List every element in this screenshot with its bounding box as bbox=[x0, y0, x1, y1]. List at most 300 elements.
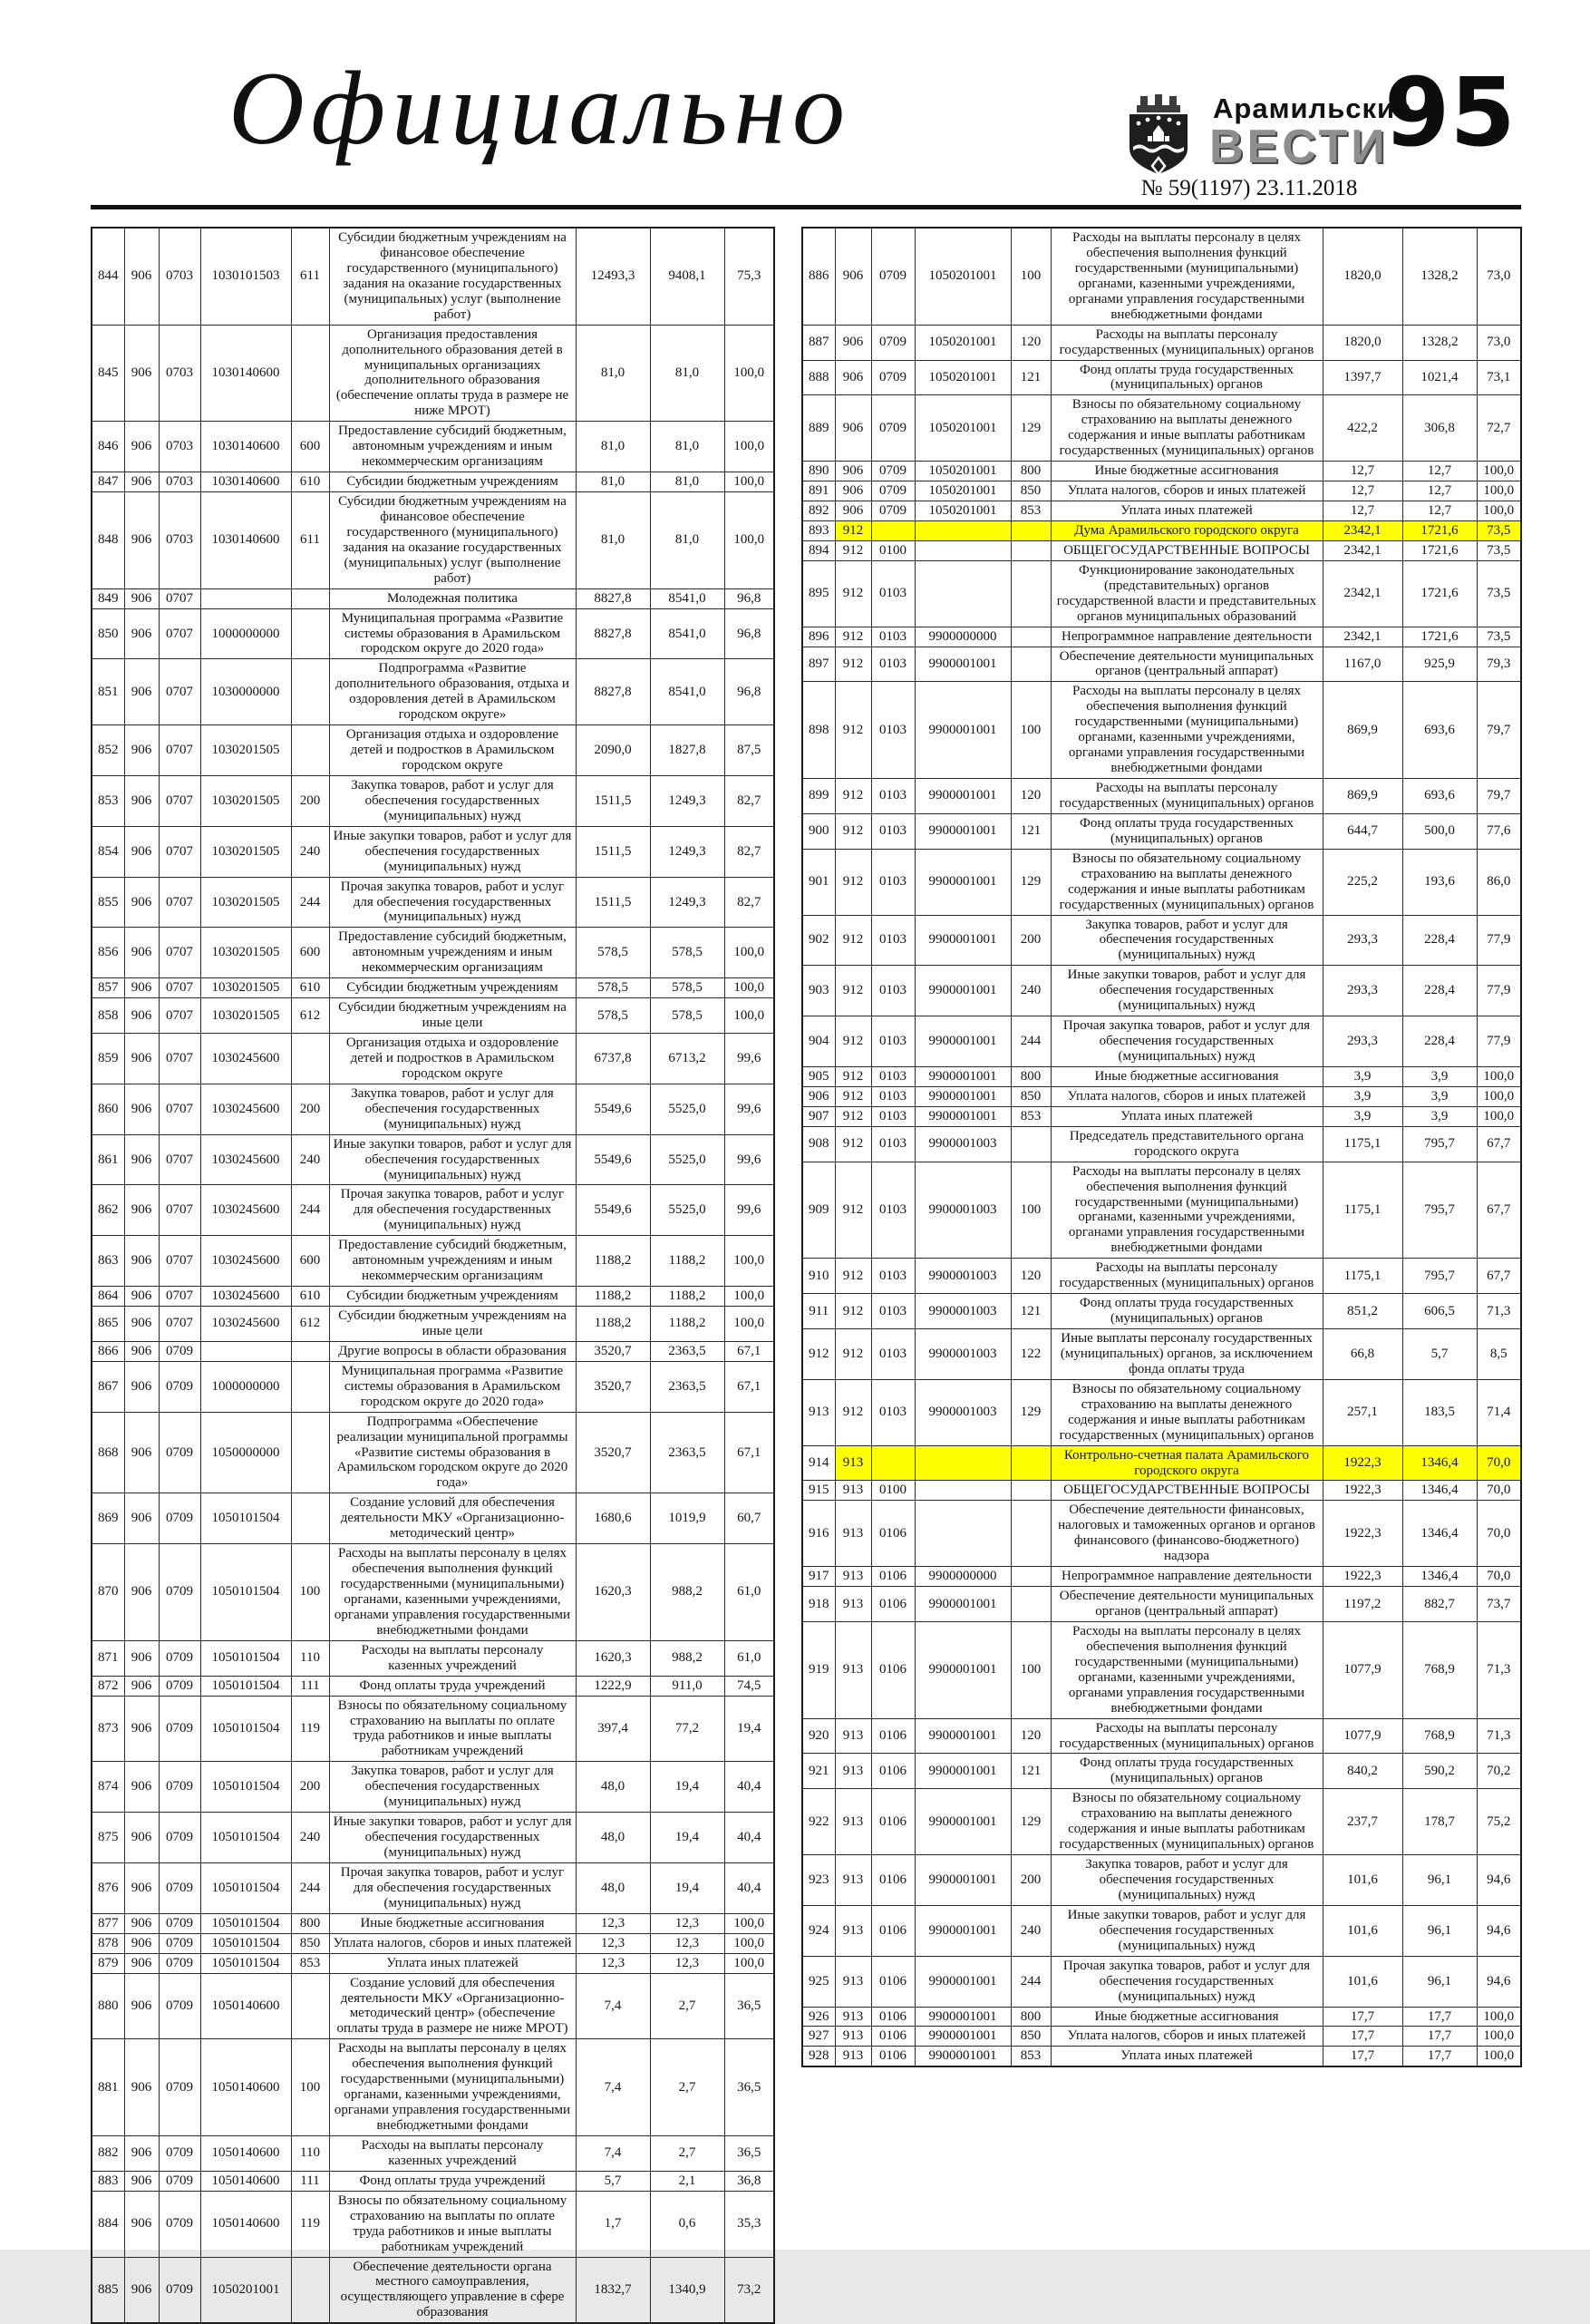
cell-plan-value: 5549,6 bbox=[576, 1134, 650, 1185]
cell-percent-value: 77,6 bbox=[1477, 813, 1521, 849]
cell-section-code: 0707 bbox=[159, 1287, 200, 1307]
cell-plan-value: 293,3 bbox=[1323, 915, 1402, 966]
cell-plan-value: 2342,1 bbox=[1323, 520, 1402, 540]
cell-percent-value: 82,7 bbox=[724, 775, 774, 826]
cell-percent-value: 67,7 bbox=[1477, 1162, 1521, 1259]
cell-percent-value: 36,5 bbox=[724, 1973, 774, 2039]
cell-target-article: 9900001001 bbox=[915, 682, 1011, 779]
cell-grbs-code: 906 bbox=[124, 1862, 159, 1913]
cell-expense-type: 121 bbox=[1011, 813, 1051, 849]
cell-plan-value: 1175,1 bbox=[1323, 1259, 1402, 1294]
cell-section-code: 0103 bbox=[871, 849, 915, 915]
cell-section-code: 0709 bbox=[871, 462, 915, 481]
cell-expense-name: Обеспечение деятельности муниципальных органов (центральный аппарат) bbox=[1051, 647, 1323, 682]
cell-row-number: 911 bbox=[802, 1294, 835, 1329]
cell-plan-value: 293,3 bbox=[1323, 966, 1402, 1016]
cell-actual-value: 795,7 bbox=[1402, 1126, 1477, 1162]
cell-section-code: 0709 bbox=[159, 1493, 200, 1544]
cell-grbs-code: 906 bbox=[124, 608, 159, 659]
cell-section-code: 0709 bbox=[159, 1544, 200, 1641]
cell-expense-name: Организация отдыха и оздоровление детей и подростков в Арамильском городском округе bbox=[329, 1034, 576, 1084]
cell-section-code: 0709 bbox=[159, 1953, 200, 1973]
cell-section-code: 0709 bbox=[159, 1341, 200, 1361]
cell-section-code: 0100 bbox=[871, 540, 915, 560]
table-row bbox=[802, 501, 1521, 521]
cell-percent-value: 77,9 bbox=[1477, 1016, 1521, 1067]
cell-row-number: 925 bbox=[802, 1956, 835, 2007]
cell-percent-value: 100,0 bbox=[1477, 2007, 1521, 2027]
cell-percent-value: 36,5 bbox=[724, 2135, 774, 2171]
cell-expense-type: 800 bbox=[291, 1913, 329, 1933]
cell-section-code: 0709 bbox=[159, 1762, 200, 1813]
table-row bbox=[92, 1544, 774, 1641]
cell-target-article: 9900001001 bbox=[915, 1587, 1011, 1622]
cell-expense-type: 853 bbox=[1011, 2047, 1051, 2066]
cell-section-code: 0106 bbox=[871, 2007, 915, 2027]
cell-grbs-code: 906 bbox=[124, 1696, 159, 1762]
cell-expense-name: Расходы на выплаты персоналу в целях обеспечения выполнения функций государственными (муниципальными) органами, казенными учреждениями, органами управления государственными внебюджетными фондами bbox=[1051, 1162, 1323, 1259]
table-row bbox=[92, 1287, 774, 1307]
table-row bbox=[802, 2047, 1521, 2066]
cell-expense-name: Субсидии бюджетным учреждениям на иные цели bbox=[329, 1307, 576, 1342]
cell-percent-value: 99,6 bbox=[724, 1034, 774, 1084]
cell-actual-value: 578,5 bbox=[650, 998, 724, 1034]
cell-actual-value: 2363,5 bbox=[650, 1341, 724, 1361]
cell-grbs-code: 906 bbox=[124, 775, 159, 826]
cell-section-code: 0707 bbox=[159, 826, 200, 877]
cell-expense-type: 800 bbox=[1011, 2007, 1051, 2027]
cell-expense-name: Уплата иных платежей bbox=[1051, 2047, 1323, 2066]
cell-actual-value: 578,5 bbox=[650, 928, 724, 978]
page-number: 95 bbox=[1384, 57, 1516, 168]
table-row bbox=[802, 1106, 1521, 1126]
cell-expense-name: Дума Арамильского городского округа bbox=[1051, 520, 1323, 540]
cell-actual-value: 12,3 bbox=[650, 1933, 724, 1953]
cell-grbs-code: 913 bbox=[835, 1905, 871, 1956]
cell-row-number: 848 bbox=[92, 492, 124, 589]
cell-grbs-code: 906 bbox=[124, 1676, 159, 1696]
cell-actual-value: 1721,6 bbox=[1402, 540, 1477, 560]
cell-plan-value: 2090,0 bbox=[576, 725, 650, 776]
cell-grbs-code: 912 bbox=[835, 1162, 871, 1259]
brand-name-bottom: ВЕСТИ bbox=[1209, 121, 1389, 173]
cell-row-number: 919 bbox=[802, 1621, 835, 1718]
cell-actual-value: 2,1 bbox=[650, 2171, 724, 2191]
table-row bbox=[92, 228, 774, 325]
cell-plan-value: 7,4 bbox=[576, 2135, 650, 2171]
cell-expense-name: Председатель представительного органа городского округа bbox=[1051, 1126, 1323, 1162]
cell-expense-name: Взносы по обязательному социальному страхованию на выплаты по оплате труда работников и иные выплаты работникам учреждений bbox=[329, 1696, 576, 1762]
cell-plan-value: 1077,9 bbox=[1323, 1621, 1402, 1718]
cell-actual-value: 1249,3 bbox=[650, 877, 724, 928]
cell-row-number: 904 bbox=[802, 1016, 835, 1067]
cell-section-code: 0709 bbox=[159, 1676, 200, 1696]
cell-percent-value: 86,0 bbox=[1477, 849, 1521, 915]
cell-row-number: 916 bbox=[802, 1501, 835, 1567]
cell-plan-value: 3520,7 bbox=[576, 1341, 650, 1361]
cell-row-number: 887 bbox=[802, 325, 835, 360]
table-row bbox=[802, 1587, 1521, 1622]
cell-row-number: 902 bbox=[802, 915, 835, 966]
cell-plan-value: 1167,0 bbox=[1323, 647, 1402, 682]
cell-plan-value: 81,0 bbox=[576, 492, 650, 589]
cell-grbs-code: 906 bbox=[124, 1913, 159, 1933]
cell-actual-value: 81,0 bbox=[650, 492, 724, 589]
cell-target-article: 9900001001 bbox=[915, 1621, 1011, 1718]
cell-section-code: 0103 bbox=[871, 1294, 915, 1329]
cell-target-article: 9900001003 bbox=[915, 1379, 1011, 1445]
cell-expense-type bbox=[1011, 1126, 1051, 1162]
cell-row-number: 851 bbox=[92, 659, 124, 725]
cell-expense-type: 850 bbox=[1011, 1086, 1051, 1106]
table-row bbox=[802, 1259, 1521, 1294]
cell-grbs-code: 906 bbox=[124, 1185, 159, 1236]
cell-actual-value: 795,7 bbox=[1402, 1162, 1477, 1259]
cell-percent-value: 99,6 bbox=[724, 1084, 774, 1134]
cell-actual-value: 19,4 bbox=[650, 1762, 724, 1813]
cell-expense-name: Закупка товаров, работ и услуг для обеспечения государственных (муниципальных) нужд bbox=[329, 1084, 576, 1134]
table-row bbox=[802, 560, 1521, 627]
cell-target-article: 1050101504 bbox=[200, 1862, 291, 1913]
cell-plan-value: 257,1 bbox=[1323, 1379, 1402, 1445]
cell-expense-name: Обеспечение деятельности муниципальных органов (центральный аппарат) bbox=[1051, 1587, 1323, 1622]
cell-expense-type: 119 bbox=[291, 2191, 329, 2257]
cell-plan-value: 869,9 bbox=[1323, 779, 1402, 814]
table-row bbox=[802, 481, 1521, 501]
cell-expense-type bbox=[291, 1034, 329, 1084]
cell-expense-type: 240 bbox=[1011, 1905, 1051, 1956]
cell-target-article: 9900001001 bbox=[915, 779, 1011, 814]
cell-plan-value: 1,7 bbox=[576, 2191, 650, 2257]
cell-expense-name: Субсидии бюджетным учреждениям на иные цели bbox=[329, 998, 576, 1034]
cell-actual-value: 1346,4 bbox=[1402, 1567, 1477, 1587]
table-row bbox=[802, 540, 1521, 560]
cell-percent-value: 61,0 bbox=[724, 1544, 774, 1641]
table-row bbox=[92, 1676, 774, 1696]
cell-percent-value: 36,5 bbox=[724, 2039, 774, 2136]
cell-actual-value: 12,7 bbox=[1402, 462, 1477, 481]
cell-plan-value: 12,7 bbox=[1323, 501, 1402, 521]
cell-expense-type: 853 bbox=[1011, 501, 1051, 521]
cell-percent-value: 100,0 bbox=[724, 1913, 774, 1933]
cell-expense-type: 611 bbox=[291, 228, 329, 325]
cell-grbs-code: 912 bbox=[835, 560, 871, 627]
cell-row-number: 866 bbox=[92, 1341, 124, 1361]
cell-section-code: 0707 bbox=[159, 608, 200, 659]
table-row bbox=[802, 1567, 1521, 1587]
cell-expense-name: Субсидии бюджетным учреждениям на финансовое обеспечение государственного (муниципального) задания на оказание государственных (муниципальных) услуг (выполнение работ) bbox=[329, 228, 576, 325]
cell-target-article: 1050101504 bbox=[200, 1640, 291, 1676]
table-row bbox=[802, 627, 1521, 647]
cell-actual-value: 988,2 bbox=[650, 1640, 724, 1676]
cell-row-number: 920 bbox=[802, 1718, 835, 1754]
cell-grbs-code: 906 bbox=[124, 1493, 159, 1544]
cell-percent-value: 79,3 bbox=[1477, 647, 1521, 682]
cell-section-code: 0709 bbox=[871, 501, 915, 521]
cell-target-article bbox=[915, 540, 1011, 560]
cell-percent-value: 100,0 bbox=[724, 472, 774, 492]
cell-grbs-code: 912 bbox=[835, 1016, 871, 1067]
cell-plan-value: 48,0 bbox=[576, 1862, 650, 1913]
cell-actual-value: 1346,4 bbox=[1402, 1481, 1477, 1501]
cell-row-number: 853 bbox=[92, 775, 124, 826]
cell-target-article: 9900001003 bbox=[915, 1126, 1011, 1162]
cell-expense-type: 120 bbox=[1011, 1718, 1051, 1754]
cell-percent-value: 96,8 bbox=[724, 659, 774, 725]
cell-expense-name: Взносы по обязательному социальному страхованию на выплаты денежного содержания и иные выплаты работникам государственных (муниципальных) органов bbox=[1051, 395, 1323, 462]
cell-expense-name: Уплата налогов, сборов и иных платежей bbox=[1051, 2027, 1323, 2047]
cell-section-code: 0709 bbox=[871, 395, 915, 462]
cell-percent-value: 73,1 bbox=[1477, 360, 1521, 395]
cell-grbs-code: 913 bbox=[835, 2027, 871, 2047]
table-row bbox=[802, 2007, 1521, 2027]
cell-actual-value: 578,5 bbox=[650, 978, 724, 998]
cell-section-code: 0709 bbox=[159, 1973, 200, 2039]
cell-actual-value: 1019,9 bbox=[650, 1493, 724, 1544]
cell-expense-name: Иные закупки товаров, работ и услуг для обеспечения государственных (муниципальных) нужд bbox=[1051, 1905, 1323, 1956]
cell-section-code: 0103 bbox=[871, 779, 915, 814]
cell-actual-value: 1721,6 bbox=[1402, 560, 1477, 627]
cell-row-number: 874 bbox=[92, 1762, 124, 1813]
cell-section-code: 0103 bbox=[871, 1329, 915, 1380]
cell-section-code: 0106 bbox=[871, 1587, 915, 1622]
cell-expense-name: Подпрограмма «Обеспечение реализации муниципальной программы «Развитие системы образования в Арамильском городском округе до 2020 года» bbox=[329, 1412, 576, 1493]
cell-actual-value: 1021,4 bbox=[1402, 360, 1477, 395]
table-row bbox=[92, 2191, 774, 2257]
cell-expense-type: 111 bbox=[291, 2171, 329, 2191]
cell-target-article: 1050101504 bbox=[200, 1762, 291, 1813]
cell-row-number: 856 bbox=[92, 928, 124, 978]
cell-expense-type: 120 bbox=[1011, 779, 1051, 814]
cell-target-article: 1000000000 bbox=[200, 1361, 291, 1412]
cell-section-code: 0103 bbox=[871, 1259, 915, 1294]
cell-actual-value: 12,3 bbox=[650, 1953, 724, 1973]
cell-plan-value: 81,0 bbox=[576, 472, 650, 492]
cell-plan-value: 840,2 bbox=[1323, 1754, 1402, 1789]
cell-grbs-code: 906 bbox=[124, 659, 159, 725]
cell-plan-value: 1188,2 bbox=[576, 1287, 650, 1307]
cell-expense-type bbox=[291, 1361, 329, 1412]
cell-grbs-code: 912 bbox=[835, 1329, 871, 1380]
masthead bbox=[1117, 57, 1525, 181]
table-row bbox=[92, 422, 774, 472]
cell-section-code: 0103 bbox=[871, 682, 915, 779]
cell-expense-name: Контрольно-счетная палата Арамильского городского округа bbox=[1051, 1445, 1323, 1481]
cell-grbs-code: 913 bbox=[835, 1789, 871, 1855]
cell-percent-value: 70,0 bbox=[1477, 1567, 1521, 1587]
cell-row-number: 875 bbox=[92, 1813, 124, 1863]
cell-row-number: 922 bbox=[802, 1789, 835, 1855]
cell-expense-name: Уплата иных платежей bbox=[1051, 1106, 1323, 1126]
cell-target-article: 9900001003 bbox=[915, 1294, 1011, 1329]
cell-expense-type: 100 bbox=[1011, 1162, 1051, 1259]
cell-row-number: 900 bbox=[802, 813, 835, 849]
cell-plan-value: 578,5 bbox=[576, 978, 650, 998]
cell-plan-value: 3520,7 bbox=[576, 1361, 650, 1412]
cell-expense-name: Муниципальная программа «Развитие системы образования в Арамильском городском округе до 2020 года» bbox=[329, 608, 576, 659]
cell-target-article: 1050140600 bbox=[200, 1973, 291, 2039]
cell-actual-value: 81,0 bbox=[650, 472, 724, 492]
table-row bbox=[802, 1016, 1521, 1067]
cell-expense-type: 244 bbox=[1011, 1016, 1051, 1067]
cell-plan-value: 1222,9 bbox=[576, 1676, 650, 1696]
table-row bbox=[92, 608, 774, 659]
cell-plan-value: 5549,6 bbox=[576, 1185, 650, 1236]
cell-actual-value: 178,7 bbox=[1402, 1789, 1477, 1855]
cell-plan-value: 1922,3 bbox=[1323, 1481, 1402, 1501]
cell-plan-value: 293,3 bbox=[1323, 1016, 1402, 1067]
cell-row-number: 899 bbox=[802, 779, 835, 814]
cell-expense-name: Предоставление субсидий бюджетным, автономным учреждениям и иным некоммерческим организациям bbox=[329, 422, 576, 472]
cell-row-number: 872 bbox=[92, 1676, 124, 1696]
cell-target-article: 1050140600 bbox=[200, 2135, 291, 2171]
cell-grbs-code: 913 bbox=[835, 1481, 871, 1501]
cell-grbs-code: 906 bbox=[124, 725, 159, 776]
cell-target-article: 1050140600 bbox=[200, 2191, 291, 2257]
cell-target-article: 9900001001 bbox=[915, 1066, 1011, 1086]
cell-expense-type: 800 bbox=[1011, 462, 1051, 481]
cell-expense-name: Иные бюджетные ассигнования bbox=[329, 1913, 576, 1933]
cell-grbs-code: 906 bbox=[124, 2135, 159, 2171]
cell-actual-value: 1721,6 bbox=[1402, 520, 1477, 540]
cell-grbs-code: 913 bbox=[835, 1567, 871, 1587]
cell-expense-type: 200 bbox=[291, 1084, 329, 1134]
cell-target-article: 1030201505 bbox=[200, 928, 291, 978]
cell-expense-name: Расходы на выплаты персоналу в целях обеспечения выполнения функций государственными (муниципальными) органами, казенными учреждениями, органами управления государственными внебюджетными фондами bbox=[1051, 228, 1323, 325]
cell-expense-name: Прочая закупка товаров, работ и услуг для обеспечения государственных (муниципальных) нужд bbox=[1051, 1016, 1323, 1067]
cell-grbs-code: 912 bbox=[835, 682, 871, 779]
cell-row-number: 849 bbox=[92, 588, 124, 608]
cell-expense-type bbox=[1011, 627, 1051, 647]
cell-expense-name: Расходы на выплаты персоналу в целях обеспечения выполнения функций государственными (муниципальными) органами, казенными учреждениями, органами управления государственными внебюджетными фондами bbox=[329, 2039, 576, 2136]
cell-grbs-code: 906 bbox=[124, 1287, 159, 1307]
cell-plan-value: 17,7 bbox=[1323, 2027, 1402, 2047]
cell-actual-value: 1328,2 bbox=[1402, 228, 1477, 325]
cell-actual-value: 193,6 bbox=[1402, 849, 1477, 915]
cell-target-article bbox=[200, 1341, 291, 1361]
coat-of-arms-icon bbox=[1117, 94, 1200, 178]
cell-expense-type: 244 bbox=[291, 1862, 329, 1913]
cell-expense-type: 610 bbox=[291, 472, 329, 492]
cell-grbs-code: 906 bbox=[835, 501, 871, 521]
cell-grbs-code: 913 bbox=[835, 2007, 871, 2027]
cell-percent-value: 67,7 bbox=[1477, 1126, 1521, 1162]
cell-expense-name: Уплата налогов, сборов и иных платежей bbox=[1051, 1086, 1323, 1106]
cell-percent-value: 74,5 bbox=[724, 1676, 774, 1696]
cell-plan-value: 5549,6 bbox=[576, 1084, 650, 1134]
cell-actual-value: 5525,0 bbox=[650, 1134, 724, 1185]
cell-percent-value: 82,7 bbox=[724, 826, 774, 877]
cell-expense-type: 244 bbox=[1011, 1956, 1051, 2007]
cell-actual-value: 2363,5 bbox=[650, 1361, 724, 1412]
cell-percent-value: 73,5 bbox=[1477, 540, 1521, 560]
table-row bbox=[92, 325, 774, 422]
cell-row-number: 873 bbox=[92, 1696, 124, 1762]
cell-target-article: 1050201001 bbox=[915, 395, 1011, 462]
cell-section-code: 0703 bbox=[159, 228, 200, 325]
cell-expense-name: Иные закупки товаров, работ и услуг для обеспечения государственных (муниципальных) нужд bbox=[329, 1134, 576, 1185]
cell-target-article: 1030101503 bbox=[200, 228, 291, 325]
cell-target-article: 9900001001 bbox=[915, 2047, 1011, 2066]
cell-expense-name: Подпрограмма «Развитие дополнительного образования, отдыха и оздоровления детей в Арамильском городском округе» bbox=[329, 659, 576, 725]
cell-section-code: 0709 bbox=[159, 1696, 200, 1762]
table-row bbox=[92, 998, 774, 1034]
cell-percent-value: 96,8 bbox=[724, 608, 774, 659]
cell-grbs-code: 912 bbox=[835, 966, 871, 1016]
cell-plan-value: 3520,7 bbox=[576, 1412, 650, 1493]
cell-grbs-code: 906 bbox=[124, 1084, 159, 1134]
cell-target-article: 1030000000 bbox=[200, 659, 291, 725]
cell-expense-type bbox=[291, 725, 329, 776]
cell-percent-value: 100,0 bbox=[724, 1236, 774, 1287]
table-row bbox=[92, 725, 774, 776]
cell-plan-value: 1188,2 bbox=[576, 1307, 650, 1342]
cell-percent-value: 73,0 bbox=[1477, 228, 1521, 325]
cell-expense-type: 121 bbox=[1011, 1754, 1051, 1789]
cell-target-article: 9900001003 bbox=[915, 1329, 1011, 1380]
cell-actual-value: 17,7 bbox=[1402, 2027, 1477, 2047]
cell-expense-type bbox=[291, 1493, 329, 1544]
cell-actual-value: 590,2 bbox=[1402, 1754, 1477, 1789]
cell-grbs-code: 906 bbox=[124, 472, 159, 492]
cell-section-code: 0709 bbox=[159, 1862, 200, 1913]
cell-expense-name: Уплата иных платежей bbox=[1051, 501, 1323, 521]
cell-row-number: 924 bbox=[802, 1905, 835, 1956]
cell-percent-value: 96,8 bbox=[724, 588, 774, 608]
cell-percent-value: 73,0 bbox=[1477, 325, 1521, 360]
cell-percent-value: 67,7 bbox=[1477, 1259, 1521, 1294]
cell-row-number: 905 bbox=[802, 1066, 835, 1086]
cell-plan-value: 81,0 bbox=[576, 325, 650, 422]
cell-section-code: 0103 bbox=[871, 1126, 915, 1162]
cell-actual-value: 12,7 bbox=[1402, 481, 1477, 501]
cell-expense-name: Иные закупки товаров, работ и услуг для обеспечения государственных (муниципальных) нужд bbox=[329, 1813, 576, 1863]
cell-grbs-code: 906 bbox=[124, 1361, 159, 1412]
cell-section-code: 0106 bbox=[871, 1789, 915, 1855]
cell-grbs-code: 912 bbox=[835, 1259, 871, 1294]
cell-expense-type: 129 bbox=[1011, 1789, 1051, 1855]
cell-actual-value: 768,9 bbox=[1402, 1718, 1477, 1754]
cell-percent-value: 94,6 bbox=[1477, 1905, 1521, 1956]
cell-actual-value: 17,7 bbox=[1402, 2007, 1477, 2027]
cell-grbs-code: 912 bbox=[835, 647, 871, 682]
cell-expense-name: Организация предоставления дополнительного образования детей в муниципальных организациях дополнительного образования (обеспечение оплаты труда в размере не ниже МРОТ) bbox=[329, 325, 576, 422]
cell-expense-type: 612 bbox=[291, 1307, 329, 1342]
cell-row-number: 913 bbox=[802, 1379, 835, 1445]
cell-expense-name: Фонд оплаты труда государственных (муниципальных) органов bbox=[1051, 360, 1323, 395]
cell-target-article: 9900001001 bbox=[915, 1956, 1011, 2007]
cell-actual-value: 228,4 bbox=[1402, 966, 1477, 1016]
table-row bbox=[92, 1973, 774, 2039]
cell-expense-name: Обеспечение деятельности органа местного самоуправления, осуществляющего управление в сфере образования bbox=[329, 2257, 576, 2323]
cell-actual-value: 19,4 bbox=[650, 1813, 724, 1863]
cell-actual-value: 6713,2 bbox=[650, 1034, 724, 1084]
table-row bbox=[92, 1236, 774, 1287]
cell-expense-name: Прочая закупка товаров, работ и услуг для обеспечения государственных (муниципальных) нужд bbox=[329, 1185, 576, 1236]
table-row bbox=[802, 360, 1521, 395]
cell-percent-value: 100,0 bbox=[724, 492, 774, 589]
cell-grbs-code: 912 bbox=[835, 1106, 871, 1126]
table-row bbox=[92, 928, 774, 978]
cell-actual-value: 8541,0 bbox=[650, 588, 724, 608]
cell-expense-type bbox=[291, 1341, 329, 1361]
cell-expense-name: Предоставление субсидий бюджетным, автономным учреждениям и иным некоммерческим организациям bbox=[329, 1236, 576, 1287]
cell-target-article: 1030201505 bbox=[200, 998, 291, 1034]
cell-expense-type: 100 bbox=[291, 2039, 329, 2136]
table-row bbox=[802, 1481, 1521, 1501]
cell-actual-value: 693,6 bbox=[1402, 779, 1477, 814]
table-row bbox=[92, 877, 774, 928]
